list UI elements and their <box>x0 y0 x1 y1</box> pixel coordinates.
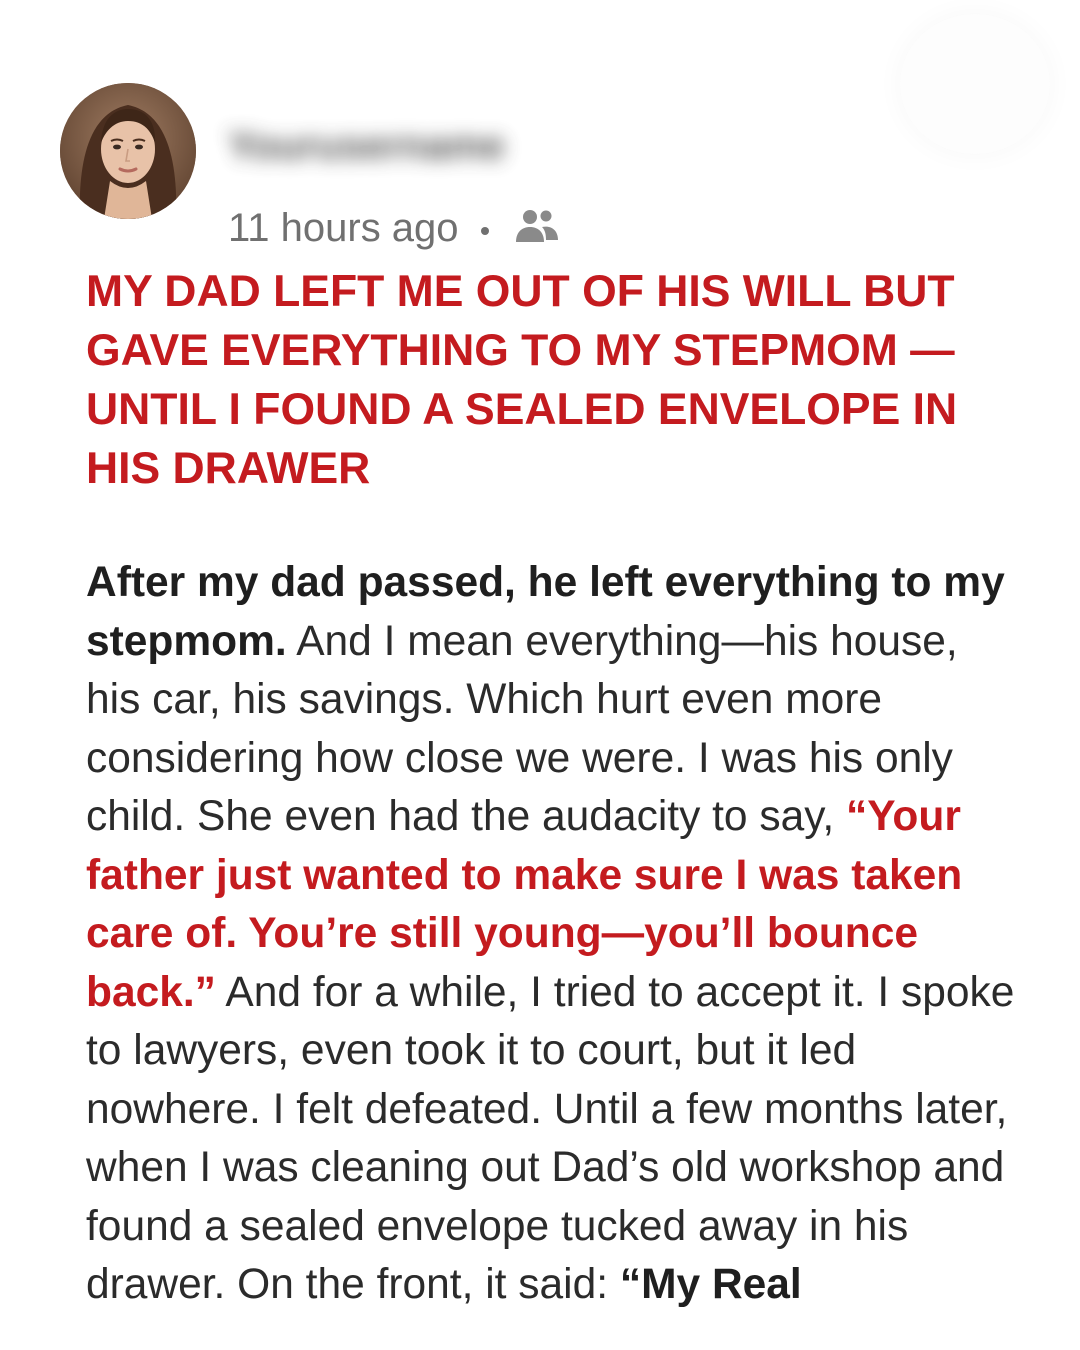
avatar-portrait-icon <box>60 83 196 219</box>
post-body <box>86 554 1016 1315</box>
body-text-part1: And I mean everything—his house, his car, his savings. Which hurt even more considering how close we were. I was his only child. She even had the audacity to say, <box>86 617 958 840</box>
stepmom-quote: “Your father just wanted to make sure I was taken care of. You’re still young—you’ll bounce back.” <box>86 793 963 1016</box>
body-ending-bold: “My Real <box>619 1261 802 1308</box>
username-blurred[interactable]: Yourusername <box>228 124 506 168</box>
body-lead-bold: After my dad passed, he left everything to my stepmom. <box>86 559 1005 665</box>
post-timestamp: 11 hours ago <box>228 205 459 250</box>
post-meta <box>228 204 561 252</box>
meta-separator-dot <box>481 227 489 235</box>
group-icon[interactable] <box>513 206 561 256</box>
corner-decoration <box>900 14 1050 154</box>
avatar[interactable] <box>60 83 196 219</box>
body-text-part2: And for a while, I tried to accept it. I spoke to lawyers, even took it to court, but it led nowhere. I felt defeated. Until a few months later, when I was cleaning out Dad’s old workshop and found a sealed envelope tucked away in his drawer. On the front, it said: <box>86 968 1015 1308</box>
post-title: MY DAD LEFT ME OUT OF HIS WILL BUT GAVE EVERYTHING TO MY STEPMOM — UNTIL I FOUND A SEALED ENVELOPE IN HIS DRAWER <box>86 267 958 493</box>
